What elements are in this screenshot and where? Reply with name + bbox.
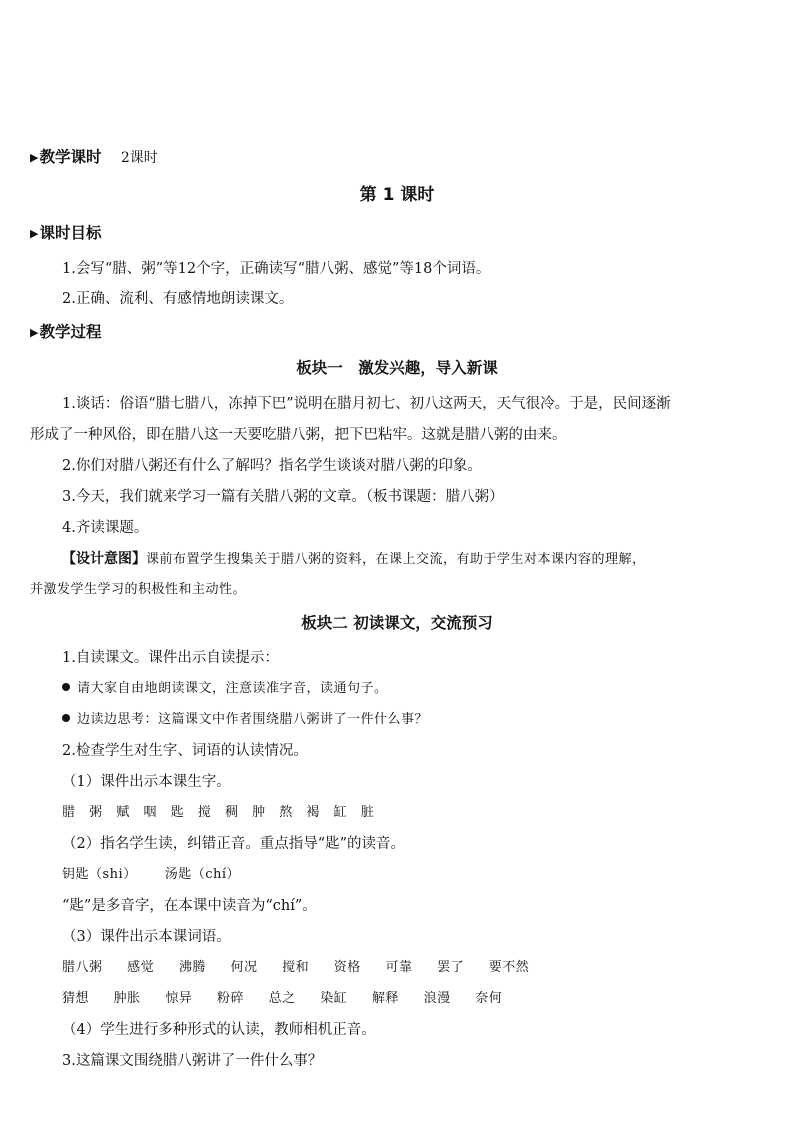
vocab-word: 染缸 (320, 991, 348, 1006)
vocab-word: 解释 (371, 991, 399, 1006)
block2-paragraph: 1.自读课文。课件出示自读提示： (62, 650, 279, 666)
block1-paragraph: 2.你们对腊八粥还有什么了解吗？指名学生谈谈对腊八粥的印象。 (62, 458, 482, 474)
goal-item: 1.会写“腊、粥”等12个字，正确读写“腊八粥、感觉”等18个词语。 (62, 261, 491, 277)
triangle-bullet-icon: ▶ (30, 227, 39, 240)
goals-label: 课时目标 (39, 224, 102, 242)
block1-paragraph-line: 1.谈话：俗语“腊七腊八，冻掉下巴”说明在腊月初七、初八这两天，天气很冷。于是，民间逐渐 (62, 396, 671, 412)
character: 褐 (306, 805, 320, 820)
block2-paragraph: 3.这篇课文围绕腊八粥讲了一件什么事？ (62, 1053, 323, 1069)
process-label: 教学过程 (39, 323, 102, 341)
pronunciation-note: “匙”是多音字，在本课中读音为“chí”。 (62, 898, 317, 914)
block1-paragraph: 3.今天，我们就来学习一篇有关腊八粥的文章。（板书课题：腊八粥） (62, 489, 504, 505)
triangle-bullet-icon: ▶ (30, 326, 39, 339)
block1-paragraph: 4.齐读课题。 (62, 520, 149, 536)
lesson-title: 第 1 课时 (359, 185, 435, 205)
word-list-row (62, 989, 522, 1009)
word-list-row (62, 958, 549, 978)
vocab-word: 搅和 (282, 960, 310, 975)
vocab-word: 罢了 (437, 960, 465, 975)
character: 赋 (116, 805, 130, 820)
vocab-word: 浪漫 (423, 991, 451, 1006)
hours-heading (30, 147, 158, 168)
hours-label: 教学课时 (39, 148, 102, 166)
round-bullet-icon (62, 683, 70, 691)
character: 肿 (252, 805, 266, 820)
character: 稠 (224, 805, 239, 820)
vocab-word: 沸腾 (178, 960, 206, 975)
character: 缸 (333, 805, 348, 820)
character: 咽 (143, 805, 157, 820)
character: 熬 (279, 805, 293, 820)
vocab-word: 猜想 (62, 991, 90, 1006)
goal-item: 2.正确、流利、有感情地朗读课文。 (62, 291, 294, 307)
character: 腊 (62, 805, 76, 820)
design-intent-line (62, 549, 646, 570)
goals-heading (30, 223, 101, 244)
design-intent-text: 课前布置学生搜集关于腊八粥的资料，在课上交流，有助于学生对本课内容的理解， (146, 552, 646, 567)
block2-title: 板块二 初读课文，交流预习 (301, 614, 493, 632)
block2-subpoint: （2）指名学生读，纠错正音。重点指导“匙”的读音。 (62, 836, 406, 852)
character: 搅 (197, 805, 212, 820)
vocab-word: 腊八粥 (62, 960, 103, 975)
vocab-word: 粉碎 (216, 991, 244, 1006)
vocab-word: 何况 (230, 960, 258, 975)
pronunciation-item: 钥匙（shi） (62, 867, 137, 882)
vocab-word: 要不然 (488, 960, 530, 975)
block1-paragraph-line: 形成了一种风俗，即在腊八这一天要吃腊八粥，把下巴粘牢。这就是腊八粥的由来。 (30, 427, 567, 443)
vocab-word: 奈何 (475, 991, 503, 1006)
block2-subpoint: （3）课件出示本课词语。 (62, 929, 231, 945)
vocab-word: 总之 (268, 991, 296, 1006)
character: 匙 (170, 805, 185, 820)
vocab-word: 肿胀 (113, 991, 141, 1006)
bullet-item (62, 679, 388, 699)
block2-paragraph: 2.检查学生对生字、词语的认读情况。 (62, 743, 308, 759)
block1-title: 板块一 激发兴趣，导入新课 (296, 359, 498, 377)
character: 粥 (89, 805, 103, 820)
vocab-word: 感觉 (127, 960, 155, 975)
vocab-word: 惊异 (165, 991, 193, 1006)
vocab-word: 资格 (333, 960, 361, 975)
process-heading (30, 322, 101, 343)
hours-value: 2课时 (120, 150, 158, 166)
block2-subpoint: （1）课件出示本课生字。 (62, 774, 231, 790)
new-characters-list (62, 803, 383, 823)
bullet-text: 边读边思考：这篇课文中作者围绕腊八粥讲了一件什么事？ (77, 712, 429, 727)
vocab-word: 可靠 (385, 960, 413, 975)
design-intent-label: 【设计意图】 (62, 551, 146, 567)
bullet-text: 请大家自由地朗读课文，注意读准字音，读通句子。 (77, 681, 388, 696)
triangle-bullet-icon: ▶ (30, 151, 39, 164)
block2-subpoint: （4）学生进行多种形式的认读，教师相机正音。 (62, 1022, 376, 1038)
pronunciation-line (62, 865, 240, 885)
pronunciation-item: 汤匙（chí） (164, 867, 241, 882)
round-bullet-icon (62, 714, 70, 722)
design-intent-text: 并激发学生学习的积极性和主动性。 (30, 582, 247, 597)
character: 脏 (360, 805, 375, 820)
bullet-item (62, 710, 428, 730)
